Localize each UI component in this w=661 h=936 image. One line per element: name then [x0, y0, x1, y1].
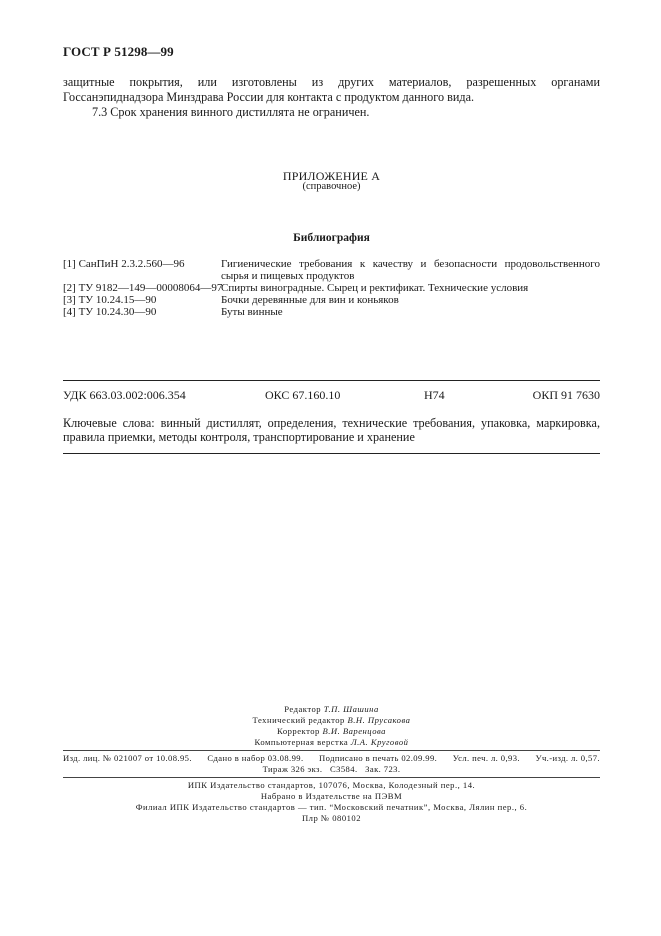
appendix-title: ПРИЛОЖЕНИЕ А: [282, 169, 381, 183]
tech-editor-name: В.Н. Прусакова: [347, 715, 411, 725]
bottom-divider: [63, 453, 600, 454]
editor-name: Т.П. Шашина: [323, 704, 379, 714]
layout-name: Л.А. Круговой: [350, 737, 409, 747]
sent-date: Сдано в набор 03.08.99.: [207, 753, 304, 763]
document-code-header: ГОСТ Р 51298—99: [63, 44, 174, 59]
editors-block: [63, 704, 600, 748]
bibliography-ref: [4] ТУ 10.24.30—90: [63, 306, 157, 318]
publishing-details: [63, 753, 600, 775]
branch-address: Филиал ИПК Издательство стандартов — тип. “Московский печатник”, Москва, Лялин пер., 6.: [135, 802, 528, 812]
bibliography-ref: [2] ТУ 9182—149—00008064—97: [63, 282, 223, 294]
editor-line: Редактор Т.П. Шашина: [284, 704, 379, 714]
bibliography-desc: Гигиенические требования к качеству и безопасности продовольственного сырья и пищевых продуктов: [221, 258, 600, 282]
imprint-divider-top: [63, 750, 600, 751]
oks-code: ОКС 67.160.10: [265, 388, 341, 402]
body-paragraph-7-3: 7.3 Срок хранения винного дистиллята не ограничен.: [92, 105, 370, 119]
bibliography-item: [63, 306, 600, 318]
imprint-divider-bottom: [63, 777, 600, 778]
circulation: Тираж 326 экз.: [262, 764, 323, 774]
order-number: Зак. 723.: [365, 764, 401, 774]
print-sheets: Усл. печ. л. 0,93.: [452, 753, 520, 763]
bibliography-title: Библиография: [293, 232, 370, 244]
bibliography-item: [63, 258, 600, 282]
plr-number: Плр № 080102: [301, 813, 362, 823]
ipk-address: ИПК Издательство стандартов, 107076, Москва, Колодезный пер., 14.: [187, 780, 476, 790]
c-code: С3584.: [330, 764, 358, 774]
body-paragraph-continuation: защитные покрытия, или изготовлены из других материалов, разрешенных органами Госсанэпиднадзора Минздрава России для контакта с продуктом данного вида.: [63, 75, 600, 104]
bibliography-item: [63, 282, 600, 294]
appendix-subtitle: (справочное): [302, 181, 361, 192]
license: Изд. лиц. № 021007 от 10.08.95.: [63, 753, 192, 763]
bibliography-item: [63, 294, 600, 306]
bibliography-ref: [3] ТУ 10.24.15—90: [63, 294, 157, 306]
keywords: Ключевые слова: винный дистиллят, определения, технические требования, упаковка, маркировка, правила приемки, методы контроля, транспортирование и хранение: [63, 416, 600, 444]
pub-sheets: Уч.-изд. л. 0,57.: [535, 753, 600, 763]
udk-code: УДК 663.03.002:006.354: [63, 388, 186, 402]
bibliography-desc: Бочки деревянные для вин и коньяков: [221, 294, 399, 306]
h-code: Н74: [424, 388, 445, 402]
corrector-name: В.И. Варенцова: [322, 726, 386, 736]
printer-block: [63, 780, 600, 824]
layout-line: Компьютерная верстка Л.А. Круговой: [254, 737, 409, 747]
tech-editor-line: Технический редактор В.Н. Прусакова: [252, 715, 411, 725]
okp-code: ОКП 91 7630: [532, 388, 600, 402]
signed-date: Подписано в печать 02.09.99.: [319, 753, 438, 763]
bibliography-desc: Спирты виноградные. Сырец и ректификат. Технические условия: [221, 282, 529, 294]
bibliography-desc: Буты винные: [221, 306, 283, 318]
typeset-note: Набрано в Издательстве на ПЭВМ: [260, 791, 403, 801]
corrector-line: Корректор В.И. Варенцова: [277, 726, 386, 736]
top-divider: [63, 380, 600, 381]
bibliography-list: [63, 258, 600, 318]
bibliography-ref: [1] СанПиН 2.3.2.560—96: [63, 258, 185, 270]
